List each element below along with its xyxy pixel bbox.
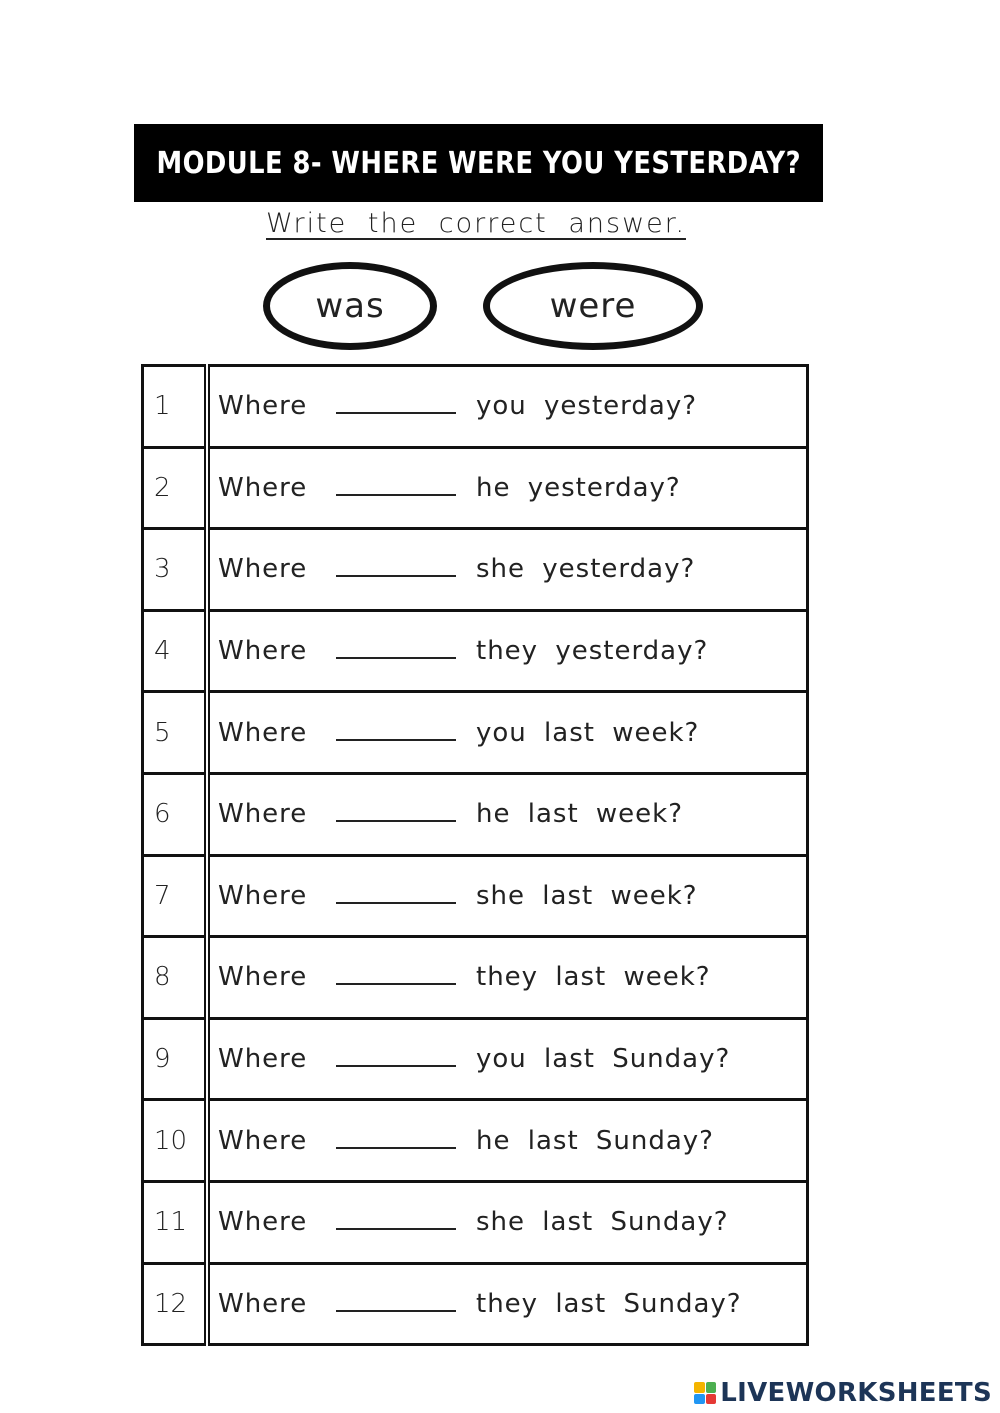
question-text	[207, 447, 808, 529]
question-rest: he last Sunday?	[476, 1125, 714, 1156]
question-number: 6	[143, 773, 208, 855]
question-number: 11	[143, 1181, 208, 1263]
question-table	[141, 364, 809, 1346]
question-where: Where	[218, 1125, 308, 1156]
question-row	[143, 1018, 808, 1100]
question-where: Where	[218, 472, 308, 503]
question-row	[143, 692, 808, 774]
logo-square	[706, 1382, 717, 1393]
answer-blank[interactable]	[336, 476, 456, 496]
question-number: 7	[143, 855, 208, 937]
question-where: Where	[218, 554, 308, 585]
question-rest: he yesterday?	[476, 472, 681, 503]
question-number: 1	[143, 366, 208, 448]
question-text	[207, 529, 808, 611]
question-rest: she yesterday?	[476, 554, 696, 585]
answer-blank[interactable]	[336, 884, 456, 904]
question-row	[143, 855, 808, 937]
question-text	[207, 692, 808, 774]
question-text	[207, 855, 808, 937]
question-text	[207, 937, 808, 1019]
logo-square	[694, 1394, 705, 1405]
choice-was: was	[263, 262, 437, 350]
answer-blank[interactable]	[336, 1129, 456, 1149]
question-number: 10	[143, 1100, 208, 1182]
brand-text: LIVEWORKSHEETS	[720, 1378, 992, 1408]
answer-blank[interactable]	[336, 557, 456, 577]
choice-were: were	[483, 262, 703, 350]
question-row	[143, 1181, 808, 1263]
question-row	[143, 366, 808, 448]
question-where: Where	[218, 1044, 308, 1075]
answer-blank[interactable]	[336, 1210, 456, 1230]
question-row	[143, 1263, 808, 1345]
question-rest: they yesterday?	[476, 636, 709, 667]
question-row	[143, 773, 808, 855]
question-rest: she last week?	[476, 880, 698, 911]
question-where: Where	[218, 962, 308, 993]
question-rest: you last week?	[476, 717, 700, 748]
question-rest: they last week?	[476, 962, 711, 993]
question-where: Where	[218, 880, 308, 911]
instruction-text: Write the correct answer.	[266, 208, 686, 239]
question-where: Where	[218, 1207, 308, 1238]
title-bar	[134, 124, 823, 202]
question-text	[207, 1263, 808, 1345]
answer-blank[interactable]	[336, 802, 456, 822]
question-number: 12	[143, 1263, 208, 1345]
answer-blank[interactable]	[336, 965, 456, 985]
question-where: Where	[218, 799, 308, 830]
question-row	[143, 529, 808, 611]
question-number: 2	[143, 447, 208, 529]
question-rest: you yesterday?	[476, 391, 698, 422]
question-row	[143, 447, 808, 529]
answer-blank[interactable]	[336, 721, 456, 741]
question-where: Where	[218, 1288, 308, 1319]
worksheet-title: MODULE 8- WHERE WERE YOU YESTERDAY?	[156, 145, 801, 181]
answer-blank[interactable]	[336, 639, 456, 659]
question-row	[143, 610, 808, 692]
question-text	[207, 366, 808, 448]
answer-blank[interactable]	[336, 394, 456, 414]
question-text	[207, 1181, 808, 1263]
question-number: 5	[143, 692, 208, 774]
question-text	[207, 1100, 808, 1182]
question-number: 8	[143, 937, 208, 1019]
question-rest: you last Sunday?	[476, 1044, 731, 1075]
question-number: 4	[143, 610, 208, 692]
question-where: Where	[218, 717, 308, 748]
liveworksheets-brand	[694, 1378, 992, 1408]
question-number: 9	[143, 1018, 208, 1100]
answer-blank[interactable]	[336, 1047, 456, 1067]
liveworksheets-logo-icon	[694, 1382, 716, 1404]
logo-square	[694, 1382, 705, 1393]
question-rest: they last Sunday?	[476, 1288, 742, 1319]
question-row	[143, 937, 808, 1019]
question-text	[207, 1018, 808, 1100]
question-row	[143, 1100, 808, 1182]
question-text	[207, 610, 808, 692]
logo-square	[706, 1394, 717, 1405]
question-rest: he last week?	[476, 799, 684, 830]
instruction	[0, 208, 952, 239]
question-number: 3	[143, 529, 208, 611]
question-text	[207, 773, 808, 855]
question-rest: she last Sunday?	[476, 1207, 729, 1238]
answer-blank[interactable]	[336, 1292, 456, 1312]
question-where: Where	[218, 391, 308, 422]
question-where: Where	[218, 636, 308, 667]
